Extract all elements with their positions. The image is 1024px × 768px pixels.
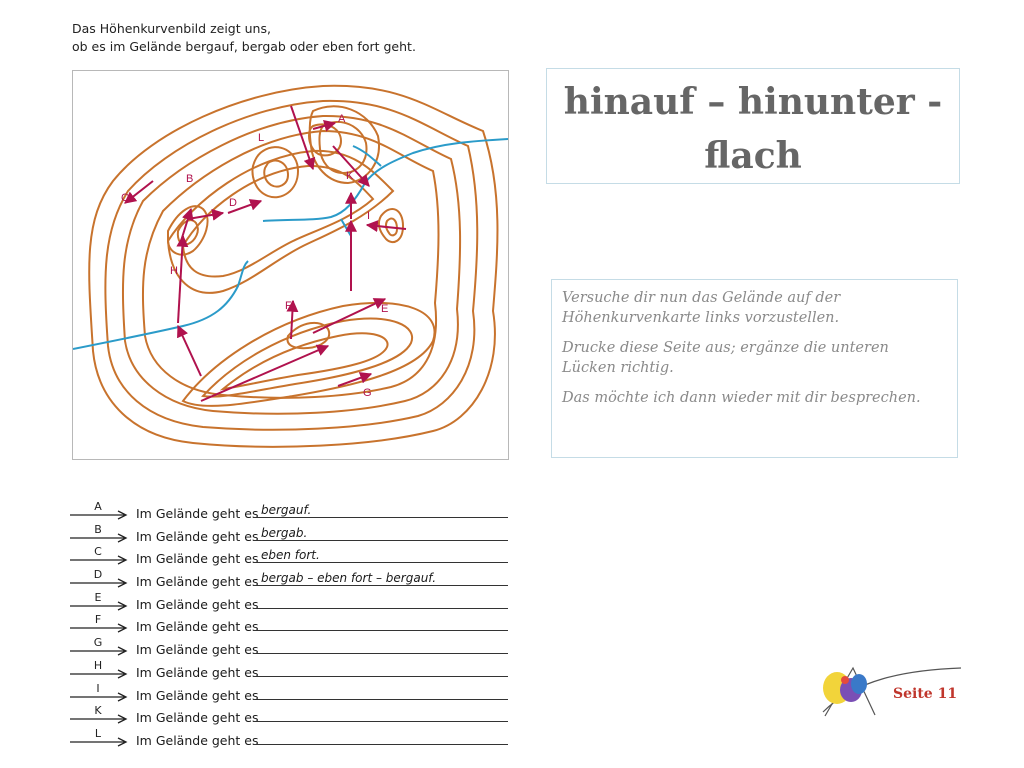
exercise-row bbox=[70, 547, 515, 570]
row-label: Im Gelände geht es bbox=[136, 619, 259, 635]
answer-line[interactable] bbox=[253, 630, 508, 631]
row-letter: I bbox=[96, 681, 100, 695]
exercise-row bbox=[70, 658, 515, 684]
instruction-3: Das möchte ich dann wieder mit dir besprechen. bbox=[562, 390, 921, 406]
row-label: Im Gelände geht es bbox=[136, 528, 259, 544]
row-letter: D bbox=[93, 568, 103, 582]
row-letter: A bbox=[94, 500, 102, 513]
intro-line-2: ob es im Gelände bergauf, bergab oder eben fort geht. bbox=[72, 39, 416, 54]
intro-text bbox=[72, 20, 416, 56]
answer-line[interactable] bbox=[253, 562, 508, 563]
row-answer: bergauf. bbox=[261, 503, 312, 517]
row-letter: K bbox=[94, 704, 102, 718]
exercise-row bbox=[70, 615, 515, 638]
rivers bbox=[73, 139, 508, 349]
map-label-h: H bbox=[170, 265, 178, 277]
map-label-g: G bbox=[363, 387, 372, 399]
answer-line[interactable] bbox=[253, 744, 508, 745]
exercise-row bbox=[70, 570, 515, 593]
row-letter: H bbox=[93, 658, 103, 672]
title-line-2: flach bbox=[704, 135, 802, 177]
row-label: Im Gelände geht es bbox=[136, 574, 259, 590]
map-label-e: E bbox=[381, 303, 389, 315]
exercise-rows bbox=[70, 502, 515, 752]
row-letter: L bbox=[94, 726, 102, 740]
title-box bbox=[546, 68, 960, 184]
row-letter: G bbox=[93, 636, 103, 650]
title-line-1: hinauf – hinunter - bbox=[563, 81, 943, 123]
row-label: Im Gelände geht es bbox=[136, 664, 259, 680]
map-label-k: K bbox=[346, 170, 354, 182]
answer-line[interactable] bbox=[253, 721, 508, 722]
map-label-a: A bbox=[338, 113, 346, 125]
row-letter: E bbox=[94, 590, 102, 604]
map-label-d: D bbox=[229, 197, 237, 209]
instruction-box bbox=[551, 279, 958, 458]
contour-map bbox=[72, 70, 509, 460]
row-label: Im Gelände geht es bbox=[136, 551, 259, 567]
answer-line[interactable] bbox=[253, 608, 508, 609]
exercise-row bbox=[70, 681, 515, 707]
answer-line[interactable] bbox=[253, 653, 508, 654]
row-label: Im Gelände geht es bbox=[136, 596, 259, 612]
exercise-row bbox=[70, 502, 515, 525]
row-label: Im Gelände geht es bbox=[136, 710, 259, 726]
exercise-row bbox=[70, 638, 515, 661]
row-letter: C bbox=[94, 545, 102, 559]
row-letter: B bbox=[94, 522, 102, 536]
answer-line[interactable] bbox=[253, 517, 508, 518]
map-label-c: C bbox=[121, 192, 129, 204]
map-label-l: L bbox=[258, 132, 265, 144]
row-letter: F bbox=[94, 613, 102, 627]
answer-line[interactable] bbox=[253, 585, 508, 586]
map-label-i: I bbox=[367, 210, 371, 222]
map-label-b: B bbox=[186, 173, 194, 185]
row-label: Im Gelände geht es bbox=[136, 732, 259, 748]
row-answer: eben fort. bbox=[261, 548, 320, 563]
row-answer: bergab – eben fort – bergauf. bbox=[261, 571, 437, 586]
exercise-row bbox=[70, 726, 515, 752]
answer-line[interactable] bbox=[253, 699, 508, 700]
contour-lines bbox=[89, 86, 497, 447]
exercise-row bbox=[70, 706, 515, 729]
row-answer: bergab. bbox=[261, 525, 308, 540]
row-label: Im Gelände geht es bbox=[136, 687, 259, 703]
row-label: Im Gelände geht es bbox=[136, 506, 259, 521]
page-number: Seite 11 bbox=[893, 686, 958, 702]
intro-line-1: Das Höhenkurvenbild zeigt uns, bbox=[72, 21, 271, 36]
answer-line[interactable] bbox=[253, 676, 508, 677]
answer-line[interactable] bbox=[253, 540, 508, 541]
exercise-row bbox=[70, 522, 515, 548]
contour-map-drawing bbox=[73, 71, 508, 459]
map-label-f: F bbox=[285, 300, 292, 312]
row-label: Im Gelände geht es bbox=[136, 642, 259, 658]
exercise-row bbox=[70, 590, 515, 616]
instruction-2: Drucke diese Seite aus; ergänze die unteren Lücken richtig. bbox=[562, 340, 889, 376]
instruction-1: Versuche dir nun das Gelände auf der Höhenkurvenkarte links vorzustellen. bbox=[562, 290, 841, 326]
